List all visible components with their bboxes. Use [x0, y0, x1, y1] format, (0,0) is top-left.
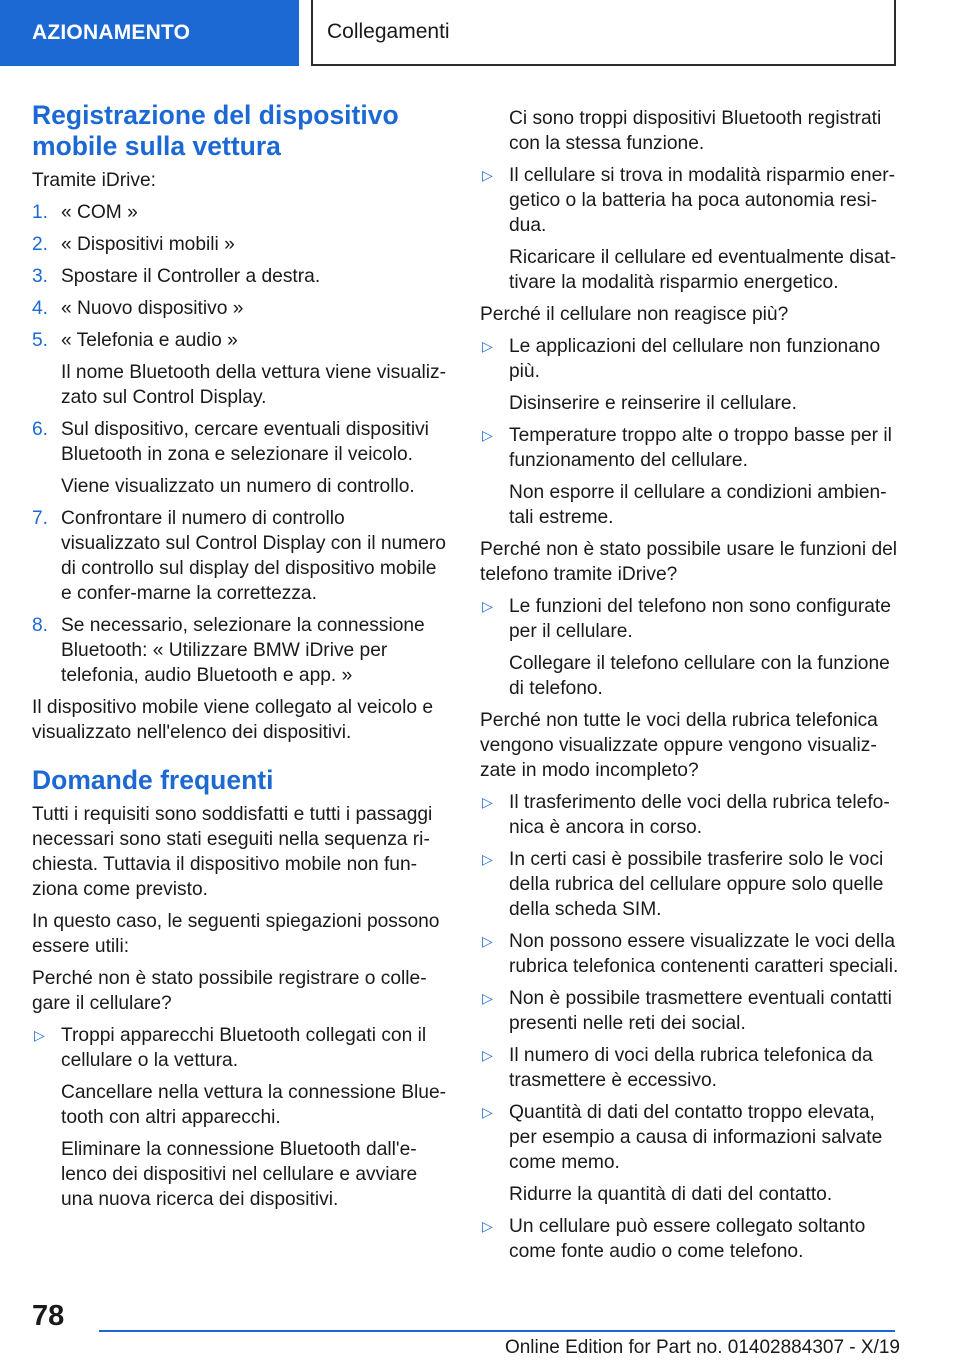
bullet-6 — [480, 790, 900, 840]
bullet-text: In certi casi è possibile trasferire solo le voci della rubrica del cellulare oppure solo quelle della scheda SIM. — [509, 849, 884, 920]
triangle-bullet-icon: ▷ — [482, 851, 493, 867]
edition-footer: Online Edition for Part no. 01402884307 - X/19 — [504, 1337, 900, 1358]
step-number: 3. — [32, 266, 49, 287]
bullet-solution: Ridurre la quantità di dati del contatto. — [509, 1184, 833, 1205]
faq-intro: Tutti i requisiti sono soddisfatti e tutti i passaggi necessari sono stati eseguiti nella sequenza ri-chiesta. Tuttavia il dispositivo mobile non fun-ziona come previsto. — [32, 804, 433, 900]
triangle-bullet-icon: ▷ — [34, 1027, 45, 1043]
step-text: Se necessario, selezionare la connessione Bluetooth: « Utilizzare BMW iDrive per telefonia, audio Bluetooth e app. » — [61, 615, 425, 686]
left-column — [32, 100, 447, 1219]
question-2: Perché il cellulare non reagisce più? — [480, 304, 789, 325]
step-4 — [32, 296, 447, 321]
step-number: 4. — [32, 298, 49, 319]
question-1: Perché non è stato possibile registrare o colle-gare il cellulare? — [32, 968, 427, 1014]
bullet-text: Le funzioni del telefono non sono configurate per il cellulare. — [509, 596, 891, 642]
step-number: 6. — [32, 419, 49, 440]
bullet-text: Il cellulare si trova in modalità risparmio ener-getico o la batteria ha poca autonomia resi-dua. — [509, 165, 896, 236]
bullet-5 — [480, 594, 900, 701]
bullet-7 — [480, 847, 900, 922]
triangle-bullet-icon: ▷ — [482, 1104, 493, 1120]
result-text: Il dispositivo mobile viene collegato al veicolo e visualizzato nell'elenco dei dispositivi. — [32, 697, 434, 743]
triangle-bullet-icon: ▷ — [482, 794, 493, 810]
bullet-text: Troppi apparecchi Bluetooth collegati con il cellulare o la vettura. — [61, 1025, 427, 1071]
chapter-title: Collegamenti — [327, 20, 450, 43]
bullet-4 — [480, 423, 900, 530]
triangle-bullet-icon: ▷ — [482, 167, 493, 183]
bullet-11 — [480, 1100, 900, 1207]
faq-note: In questo caso, le seguenti spiegazioni possono essere utili: — [32, 911, 440, 957]
step-3 — [32, 264, 447, 289]
step-7 — [32, 506, 447, 606]
triangle-bullet-icon: ▷ — [482, 1047, 493, 1063]
step-number: 2. — [32, 234, 49, 255]
bullet-8 — [480, 929, 900, 979]
bullet-text: Temperature troppo alte o troppo basse per il funzionamento del cellulare. — [509, 425, 892, 471]
triangle-bullet-icon: ▷ — [482, 990, 493, 1006]
step-note: Viene visualizzato un numero di controllo. — [61, 476, 415, 497]
bullet-solution: Ricaricare il cellulare ed eventualmente disat-tivare la modalità risparmio energetico. — [509, 247, 897, 293]
bullet-solution: Eliminare la connessione Bluetooth dall'e-lenco dei dispositivi nel cellulare e avviare una nuova ricerca dei dispositivi. — [61, 1139, 418, 1210]
bullet-solution: Collegare il telefono cellulare con la funzione di telefono. — [509, 653, 890, 699]
triangle-bullet-icon: ▷ — [482, 427, 493, 443]
page-number: 78 — [32, 1300, 65, 1332]
footer-divider — [99, 1330, 895, 1332]
bullet-2 — [480, 163, 900, 295]
triangle-bullet-icon: ▷ — [482, 1218, 493, 1234]
triangle-bullet-icon: ▷ — [482, 933, 493, 949]
step-5 — [32, 328, 447, 410]
bullet-continuation: Ci sono troppi dispositivi Bluetooth registrati con la stessa funzione. — [509, 108, 882, 154]
heading-registration: Registrazione del dispositivo mobile sulla vettura — [32, 100, 399, 161]
section-tab — [0, 0, 299, 66]
bullet-text: Il numero di voci della rubrica telefonica da trasmettere è eccessivo. — [509, 1045, 873, 1091]
bullet-text: Un cellulare può essere collegato soltanto come fonte audio o come telefono. — [509, 1216, 866, 1262]
bullet-solution: Non esporre il cellulare a condizioni ambien-tali estreme. — [509, 482, 887, 528]
page-header — [0, 0, 960, 66]
question-4: Perché non tutte le voci della rubrica telefonica vengono visualizzate oppure vengono visualiz-zate in modo incompleto? — [480, 710, 878, 781]
bullet-3 — [480, 334, 900, 416]
step-number: 8. — [32, 615, 49, 636]
triangle-bullet-icon: ▷ — [482, 338, 493, 354]
step-text: Spostare il Controller a destra. — [61, 266, 321, 287]
step-text: Sul dispositivo, cercare eventuali dispositivi Bluetooth in zona e selezionare il veicolo. — [61, 419, 429, 465]
bullet-1 — [32, 1023, 447, 1212]
chapter-tab — [311, 0, 896, 66]
bullet-text: Il trasferimento delle voci della rubrica telefo-nica è ancora in corso. — [509, 792, 890, 838]
step-text: « Telefonia e audio » — [61, 330, 238, 351]
step-note: Il nome Bluetooth della vettura viene visualiz-zato sul Control Display. — [61, 362, 447, 408]
step-number: 7. — [32, 508, 49, 529]
bullet-10 — [480, 1043, 900, 1093]
step-2 — [32, 232, 447, 257]
bullet-text: Non possono essere visualizzate le voci della rubrica telefonica contenenti caratteri speciali. — [509, 931, 899, 977]
section-title: AZIONAMENTO — [32, 21, 191, 44]
step-number: 1. — [32, 202, 49, 223]
question-3: Perché non è stato possibile usare le funzioni del telefono tramite iDrive? — [480, 539, 898, 585]
bullet-solution: Cancellare nella vettura la connessione Blue-tooth con altri apparecchi. — [61, 1082, 447, 1128]
step-text: « COM » — [61, 202, 138, 223]
step-text: Confrontare il numero di controllo visualizzato sul Control Display con il numero di controllo sul display del dispositivo mobile e confer-marne la correttezza. — [61, 508, 446, 604]
intro-text: Tramite iDrive: — [32, 170, 157, 191]
step-text: « Dispositivi mobili » — [61, 234, 235, 255]
right-column — [480, 106, 900, 1271]
step-text: « Nuovo dispositivo » — [61, 298, 244, 319]
step-number: 5. — [32, 330, 49, 351]
step-8 — [32, 613, 447, 688]
step-1 — [32, 200, 447, 225]
step-6 — [32, 417, 447, 499]
triangle-bullet-icon: ▷ — [482, 598, 493, 614]
bullet-text: Quantità di dati del contatto troppo elevata, per esempio a causa di informazioni salvate come memo. — [509, 1102, 883, 1173]
bullet-solution: Disinserire e reinserire il cellulare. — [509, 393, 797, 414]
bullet-text: Non è possibile trasmettere eventuali contatti presenti nelle reti dei social. — [509, 988, 892, 1034]
bullet-9 — [480, 986, 900, 1036]
bullet-12 — [480, 1214, 900, 1264]
heading-faq: Domande frequenti — [32, 765, 274, 795]
bullet-text: Le applicazioni del cellulare non funzionano più. — [509, 336, 881, 382]
